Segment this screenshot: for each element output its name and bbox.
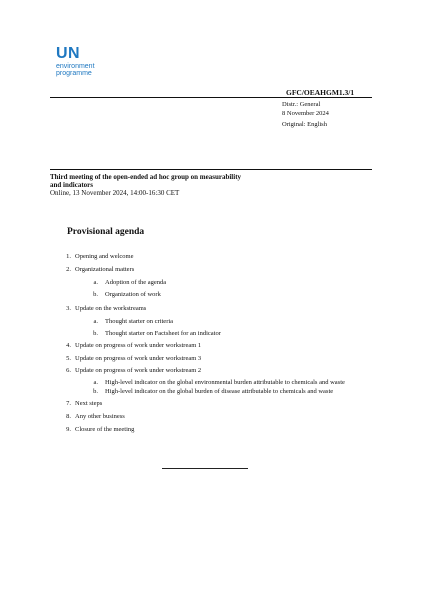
agenda-item: 2. Organizational matters xyxy=(66,266,135,273)
distribution-block xyxy=(282,101,329,130)
original-language: Original: English xyxy=(282,121,327,128)
header-rule xyxy=(50,97,372,98)
unep-logo xyxy=(56,46,146,86)
agenda-item: 9. Closure of the meeting xyxy=(66,426,135,433)
agenda-item: 1. Opening and welcome xyxy=(66,253,134,260)
meeting-title-line-1: Third meeting of the open-ended ad hoc group on measurability xyxy=(50,173,242,181)
meeting-rule xyxy=(50,169,372,170)
agenda-item: 3. Update on the workstreams xyxy=(66,305,147,312)
agenda-item: 8. Any other business xyxy=(66,413,125,420)
meeting-block xyxy=(50,173,270,198)
agenda-subitem: b. Organization of work xyxy=(93,291,161,298)
agenda-item: 4. Update on progress of work under workstream 1 xyxy=(66,342,202,349)
agenda-item: 7. Next steps xyxy=(66,400,103,407)
agenda-subitem: a. Adoption of the agenda xyxy=(93,279,167,286)
document-symbol: GFC/OEAHGM1.3/1 xyxy=(286,88,355,97)
document-date: 8 November 2024 xyxy=(282,109,329,117)
agenda-item: 5. Update on progress of work under workstream 3 xyxy=(66,355,202,362)
logo-un-text: UN xyxy=(56,45,81,62)
agenda-subitem: a. Thought starter on criteria xyxy=(93,318,174,325)
agenda-heading: Provisional agenda xyxy=(67,227,145,237)
agenda-subitem: a. High-level indicator on the global environmental burden attributable to chemicals and waste xyxy=(93,379,345,386)
distribution-status: Distr.: General xyxy=(282,101,321,108)
end-rule xyxy=(162,468,248,469)
logo-subtitle xyxy=(56,63,95,77)
agenda-subitem: b. High-level indicator on the global burden of disease attributable to chemicals and waste xyxy=(93,388,334,395)
meeting-place-time: Online, 13 November 2024, 14:00-16:30 CET xyxy=(50,189,180,198)
agenda-item: 6. Update on progress of work under workstream 2 xyxy=(66,367,202,374)
logo-line-environment: environment xyxy=(56,63,95,70)
logo-line-programme: programme xyxy=(56,70,92,77)
meeting-title-line-2: and indicators xyxy=(50,181,93,190)
agenda-subitem: b. Thought starter on Factsheet for an indicator xyxy=(93,330,221,337)
